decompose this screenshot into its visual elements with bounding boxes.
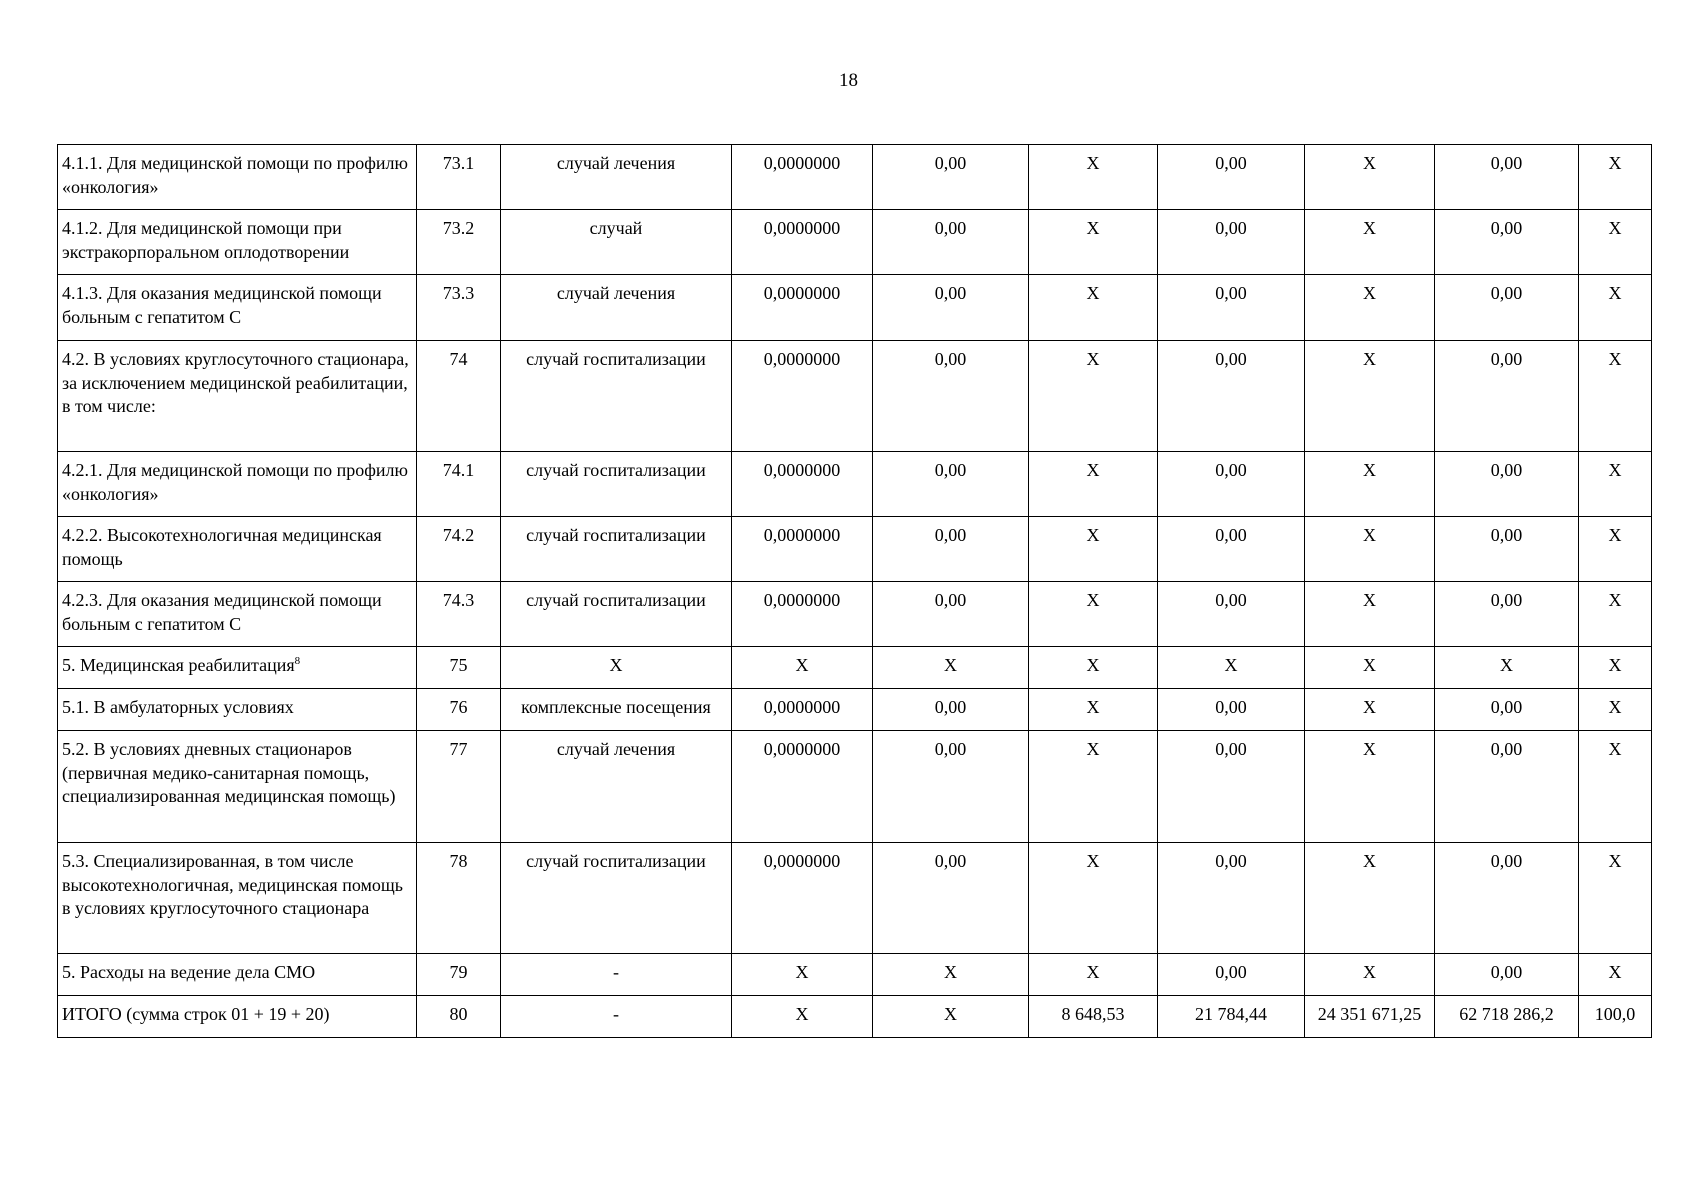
row-value: X (1305, 145, 1435, 210)
row-value: 0,00 (1158, 452, 1305, 517)
row-name: 4.2. В условиях круглосуточного стационара, за исключением медицинской реабилитации, в том числе: (58, 341, 417, 452)
row-value: 8 648,53 (1029, 996, 1158, 1038)
row-value: X (1579, 647, 1652, 689)
row-value: X (1579, 341, 1652, 452)
row-unit: случай лечения (501, 731, 732, 843)
row-value: 0,00 (1435, 275, 1579, 341)
row-value: X (1029, 954, 1158, 996)
row-value: X (1579, 582, 1652, 647)
row-value: X (1029, 275, 1158, 341)
row-value: 0,00 (873, 452, 1029, 517)
row-code: 74.3 (417, 582, 501, 647)
row-value: 0,00 (1158, 731, 1305, 843)
row-value: 0,0000000 (732, 210, 873, 275)
row-value: 0,00 (873, 689, 1029, 731)
row-value: 24 351 671,25 (1305, 996, 1435, 1038)
row-code: 80 (417, 996, 501, 1038)
row-value: X (1029, 517, 1158, 582)
row-value: X (1579, 954, 1652, 996)
row-name: 4.2.1. Для медицинской помощи по профилю «онкология» (58, 452, 417, 517)
row-value: 0,00 (873, 843, 1029, 954)
row-unit: случай госпитализации (501, 517, 732, 582)
row-value: 0,00 (1435, 517, 1579, 582)
row-value: 0,00 (1435, 843, 1579, 954)
row-value: 0,00 (873, 731, 1029, 843)
row-code: 73.3 (417, 275, 501, 341)
row-value: 0,0000000 (732, 843, 873, 954)
row-value: X (1305, 843, 1435, 954)
row-value: 0,00 (1435, 954, 1579, 996)
table-row (58, 843, 1652, 954)
row-value: 100,0 (1579, 996, 1652, 1038)
row-value: 0,00 (873, 341, 1029, 452)
table-row (58, 452, 1652, 517)
row-value: 0,00 (1435, 582, 1579, 647)
row-value: X (1579, 275, 1652, 341)
row-value: 0,0000000 (732, 731, 873, 843)
table-row-total (58, 996, 1652, 1038)
row-code: 78 (417, 843, 501, 954)
row-value: 0,0000000 (732, 341, 873, 452)
row-value: 0,00 (1158, 275, 1305, 341)
row-value: X (1579, 843, 1652, 954)
row-value: 0,00 (1158, 341, 1305, 452)
row-unit: случай госпитализации (501, 452, 732, 517)
row-value: 0,00 (1435, 341, 1579, 452)
row-unit: случай госпитализации (501, 843, 732, 954)
row-code: 74.2 (417, 517, 501, 582)
row-value: X (1029, 210, 1158, 275)
row-name: 5.1. В амбулаторных условиях (58, 689, 417, 731)
row-value: X (1579, 452, 1652, 517)
row-value: X (1029, 689, 1158, 731)
row-name: 5.3. Специализированная, в том числе высокотехнологичная, медицинская помощь в условиях круглосуточного стационара (58, 843, 417, 954)
row-value: 0,00 (1158, 843, 1305, 954)
row-value: X (732, 647, 873, 689)
row-value: 0,0000000 (732, 145, 873, 210)
row-value: 0,00 (873, 517, 1029, 582)
row-value: 0,00 (1158, 517, 1305, 582)
row-name: 5.2. В условиях дневных стационаров (первичная медико-санитарная помощь, специализированная медицинская помощь) (58, 731, 417, 843)
row-value: X (1305, 582, 1435, 647)
row-value: 0,00 (1435, 689, 1579, 731)
row-value: X (1305, 954, 1435, 996)
row-value: 0,00 (873, 582, 1029, 647)
row-code: 75 (417, 647, 501, 689)
row-value: 0,0000000 (732, 275, 873, 341)
row-value: X (732, 996, 873, 1038)
row-unit: - (501, 954, 732, 996)
row-value: 0,00 (873, 145, 1029, 210)
row-name: 4.1.2. Для медицинской помощи при экстракорпоральном оплодотворении (58, 210, 417, 275)
row-value: X (1305, 452, 1435, 517)
row-value: 0,00 (1435, 452, 1579, 517)
row-value: X (1029, 843, 1158, 954)
table-row (58, 145, 1652, 210)
row-value: X (1579, 517, 1652, 582)
row-value: 0,00 (1158, 145, 1305, 210)
row-value: X (1579, 210, 1652, 275)
row-value: X (873, 996, 1029, 1038)
row-name (58, 647, 417, 689)
table-row (58, 954, 1652, 996)
row-value: 0,00 (1435, 210, 1579, 275)
row-value: X (1305, 647, 1435, 689)
row-unit: случай госпитализации (501, 582, 732, 647)
row-name: 4.2.2. Высокотехнологичная медицинская помощь (58, 517, 417, 582)
row-value: 0,0000000 (732, 689, 873, 731)
row-value: X (1579, 145, 1652, 210)
row-value: X (1305, 341, 1435, 452)
row-code: 73.2 (417, 210, 501, 275)
row-value: X (1305, 210, 1435, 275)
row-value: 0,00 (1158, 689, 1305, 731)
row-code: 73.1 (417, 145, 501, 210)
table-row (58, 210, 1652, 275)
row-unit: случай (501, 210, 732, 275)
row-name: 4.1.3. Для оказания медицинской помощи больным с гепатитом С (58, 275, 417, 341)
row-value: X (1029, 145, 1158, 210)
expense-table (57, 144, 1652, 1038)
row-unit: случай лечения (501, 275, 732, 341)
table-row (58, 517, 1652, 582)
row-value: 0,0000000 (732, 452, 873, 517)
row-value: X (1029, 582, 1158, 647)
row-value: X (1435, 647, 1579, 689)
row-value: 21 784,44 (1158, 996, 1305, 1038)
row-unit: - (501, 996, 732, 1038)
table-row (58, 647, 1652, 689)
row-value: X (873, 954, 1029, 996)
row-code: 76 (417, 689, 501, 731)
row-code: 77 (417, 731, 501, 843)
row-value: 0,00 (1435, 731, 1579, 843)
row-value: X (1029, 647, 1158, 689)
row-value: 62 718 286,2 (1435, 996, 1579, 1038)
row-name: 4.1.1. Для медицинской помощи по профилю «онкология» (58, 145, 417, 210)
row-value: X (1029, 341, 1158, 452)
table-row (58, 731, 1652, 843)
row-value: 0,00 (873, 275, 1029, 341)
table-row (58, 689, 1652, 731)
row-value: 0,00 (1158, 954, 1305, 996)
row-value: 0,00 (1435, 145, 1579, 210)
row-code: 74.1 (417, 452, 501, 517)
row-name-text: 5. Медицинская реабилитация (62, 655, 295, 675)
row-value: X (1579, 689, 1652, 731)
row-code: 79 (417, 954, 501, 996)
row-value: X (1579, 731, 1652, 843)
row-value: X (1158, 647, 1305, 689)
row-value: X (1305, 275, 1435, 341)
table-row (58, 582, 1652, 647)
row-unit: случай лечения (501, 145, 732, 210)
table-row (58, 275, 1652, 341)
row-value: X (1305, 517, 1435, 582)
row-name: 5. Расходы на ведение дела СМО (58, 954, 417, 996)
row-value: 0,0000000 (732, 517, 873, 582)
row-value: 0,0000000 (732, 582, 873, 647)
row-value: X (1029, 731, 1158, 843)
row-value: 0,00 (1158, 582, 1305, 647)
row-value: X (1305, 689, 1435, 731)
row-value: 0,00 (873, 210, 1029, 275)
row-value: X (1029, 452, 1158, 517)
footnote-mark: 8 (294, 655, 301, 667)
row-code: 74 (417, 341, 501, 452)
row-unit: X (501, 647, 732, 689)
row-value: X (732, 954, 873, 996)
row-unit: комплексные посещения (501, 689, 732, 731)
row-name: 4.2.3. Для оказания медицинской помощи больным с гепатитом С (58, 582, 417, 647)
page-number: 18 (839, 70, 858, 91)
row-value: X (1305, 731, 1435, 843)
row-unit: случай госпитализации (501, 341, 732, 452)
row-value: 0,00 (1158, 210, 1305, 275)
table-row (58, 341, 1652, 452)
row-name: ИТОГО (сумма строк 01 + 19 + 20) (58, 996, 417, 1038)
row-value: X (873, 647, 1029, 689)
